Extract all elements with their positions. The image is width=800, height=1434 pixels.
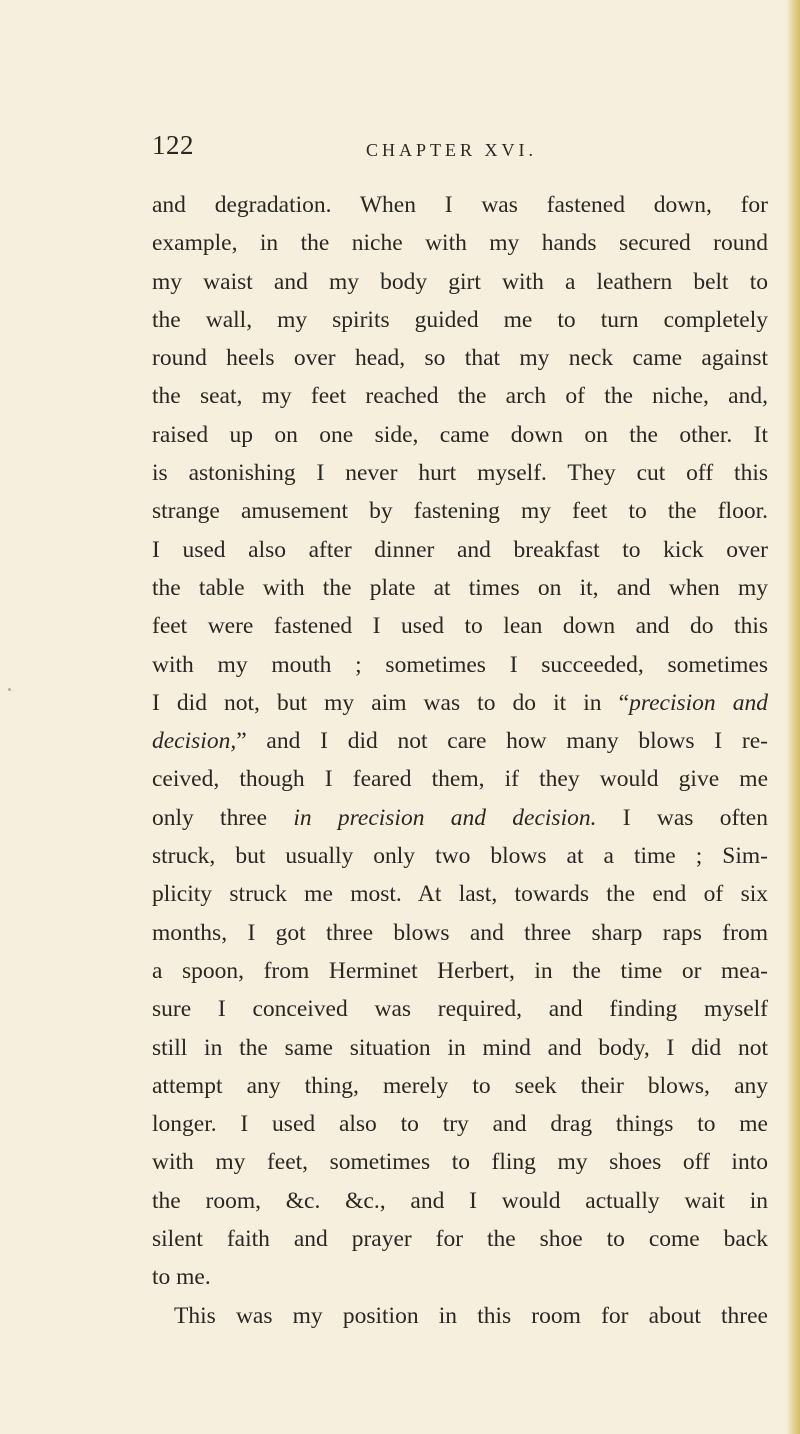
text-run: only three [152,804,294,831]
text-line: the room, &c. &c., and I would actually wait in [152,1187,768,1214]
text-line: I used also after dinner and breakfast to kick over [152,536,768,563]
text-line: to me. [152,1264,211,1291]
text-line: example, in the niche with my hands secured round [152,230,768,257]
paper-speck [8,688,11,691]
text-line [152,799,768,837]
text-line: This was my position in this room for about three [174,1302,768,1329]
text-line: the seat, my feet reached the arch of the niche, and, [152,383,768,410]
text-line: ceived, though I feared them, if they would give me [152,766,768,793]
text-line: still in the same situation in mind and body, I did not [152,1034,768,1061]
text-line: and degradation. When I was fastened down, for [152,192,768,218]
text-line: a spoon, from Herminet Herbert, in the time or mea- [152,957,768,984]
text-line: my waist and my body girt with a leathern belt to [152,268,768,295]
page-number: 122 [152,130,194,160]
text-line [152,722,768,760]
text-run: ” and I did not care how many blows I re- [236,728,768,755]
text-run: I did not, but my aim was to do it in “ [152,689,630,716]
text-line: struck, but usually only two blows at a time ; Sim- [152,843,768,870]
running-head: CHAPTER XVI. [366,140,538,160]
italic-phrase: in precision and decision. [293,804,597,831]
text-line: the wall, my spirits guided me to turn completely [152,306,768,333]
text-line: feet were fastened I used to lean down and do this [152,613,768,640]
text-line: plicity struck me most. At last, towards the end of six [152,881,768,908]
text-line: round heels over head, so that my neck came against [152,345,768,372]
body-text [152,186,768,1335]
text-run: I was often [596,804,768,831]
text-line [152,684,768,722]
italic-phrase: decision, [152,728,237,755]
page-header [152,130,752,166]
page-edge-shading [786,0,800,1434]
text-line: is astonishing I never hurt myself. They cut off this [152,460,768,487]
text-line: attempt any thing, merely to seek their blows, any [152,1072,768,1099]
text-line: with my mouth ; sometimes I succeeded, sometimes [152,651,768,678]
text-line: the table with the plate at times on it, and when my [152,574,768,601]
text-line: with my feet, sometimes to fling my shoes off into [152,1149,768,1176]
text-line: months, I got three blows and three sharp raps from [152,919,768,946]
text-line: longer. I used also to try and drag things to me [152,1111,768,1138]
text-line: sure I conceived was required, and finding myself [152,996,768,1023]
italic-phrase: precision and [629,689,768,716]
text-line: strange amusement by fastening my feet to the floor. [152,498,768,525]
text-line: silent faith and prayer for the shoe to come back [152,1226,768,1253]
text-line: raised up on one side, came down on the other. It [152,421,768,448]
